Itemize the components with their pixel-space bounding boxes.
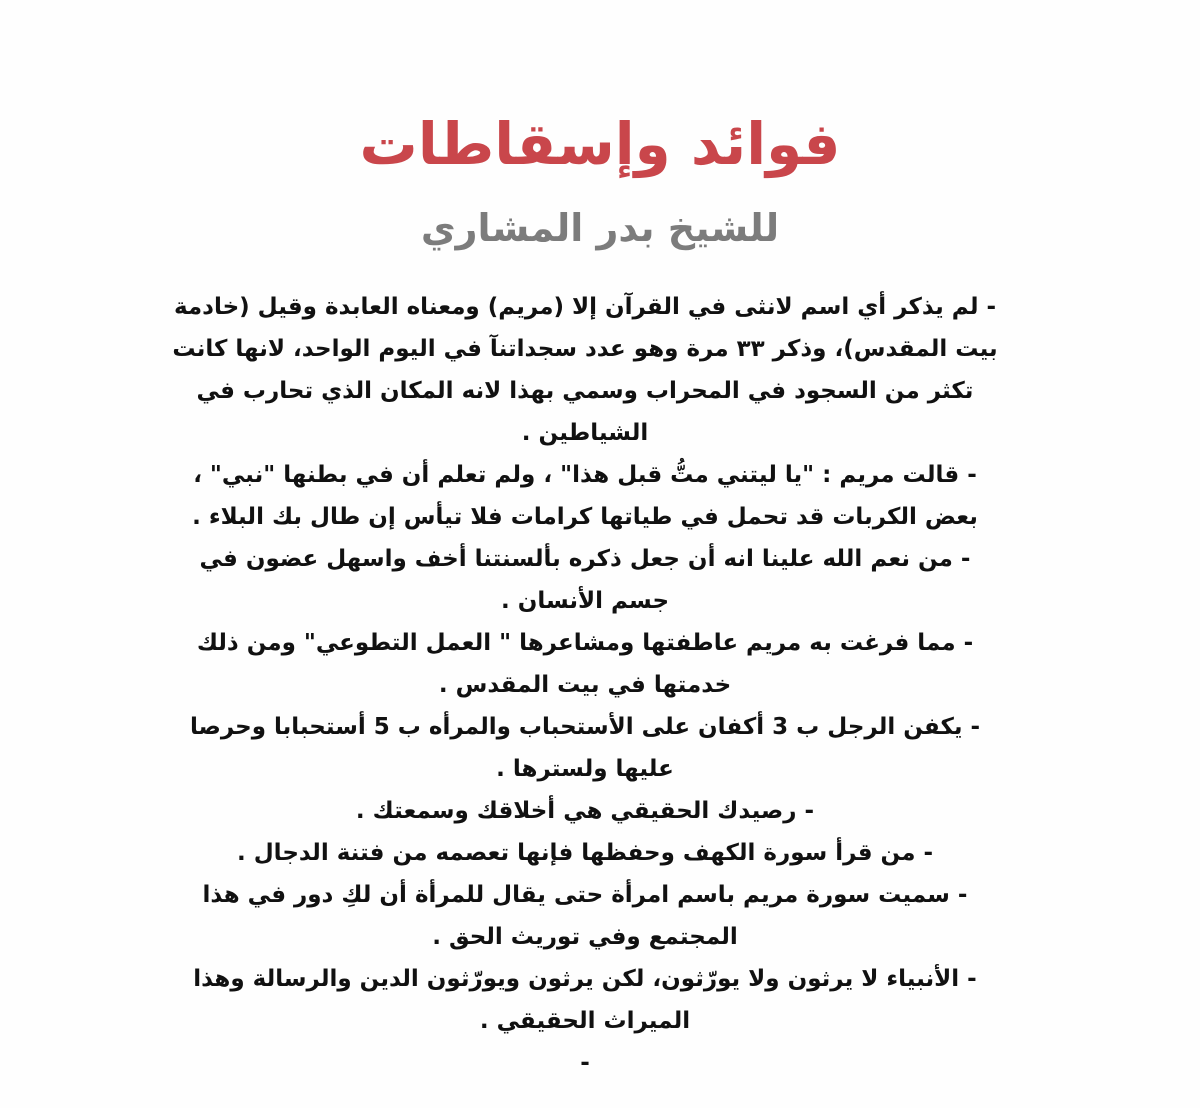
paragraph: - من قرأ سورة الكهف وحفظها فإنها تعصمه من فتنة الدجال .	[236, 840, 934, 866]
body-text	[170, 286, 1000, 1084]
paragraph: - مما فرغت به مريم عاطفتها ومشاعرها " العمل التطوعي" ومن ذلك خدمتها في بيت المقدس .	[196, 630, 974, 698]
paragraph: - رصيدك الحقيقي هي أخلاقك وسمعتك .	[355, 798, 815, 824]
paragraph: - سميت سورة مريم باسم امرأة حتى يقال للمرأة أن لكِ دور في هذا المجتمع وفي توريث الحق .	[202, 882, 968, 950]
paragraph: - قالت مريم : "يا ليتني متُّ قبل هذا" ، ولم تعلم أن في بطنها "نبي" ، بعض الكربات قد تحمل في طياتها كرامات فلا تيأس إن طال بك البلاء .	[192, 462, 978, 530]
page-subtitle: للشيخ بدر المشاري	[420, 206, 780, 250]
paragraph: - الأنبياء لا يرثون ولا يورّثون، لكن يرثون ويورّثون الدين والرسالة وهذا الميراث الحقيقي .	[193, 966, 977, 1034]
paragraph: - لم يذكر أي اسم لانثى في القرآن إلا (مريم) ومعناه العابدة وقيل (خادمة بيت المقدس)، وذكر ٣٣ مرة وهو عدد سجداتنآ في اليوم الواحد، لانها كانت تكثر من السجود في المحراب وسمي بهذا لانه المكان الذي تحارب في الشياطين .	[172, 294, 998, 446]
page-title: فوائد وإسقاطات	[359, 110, 841, 178]
paragraph: -	[580, 1050, 590, 1076]
paragraph: - يكفن الرجل ب 3 أكفان على الأستحباب والمرأه ب 5 أستحبابا وحرصا عليها ولسترها .	[189, 714, 981, 782]
paragraph: - من نعم الله علينا انه أن جعل ذكره بألسنتنا أخف واسهل عضون في جسم الأنسان .	[199, 546, 971, 614]
